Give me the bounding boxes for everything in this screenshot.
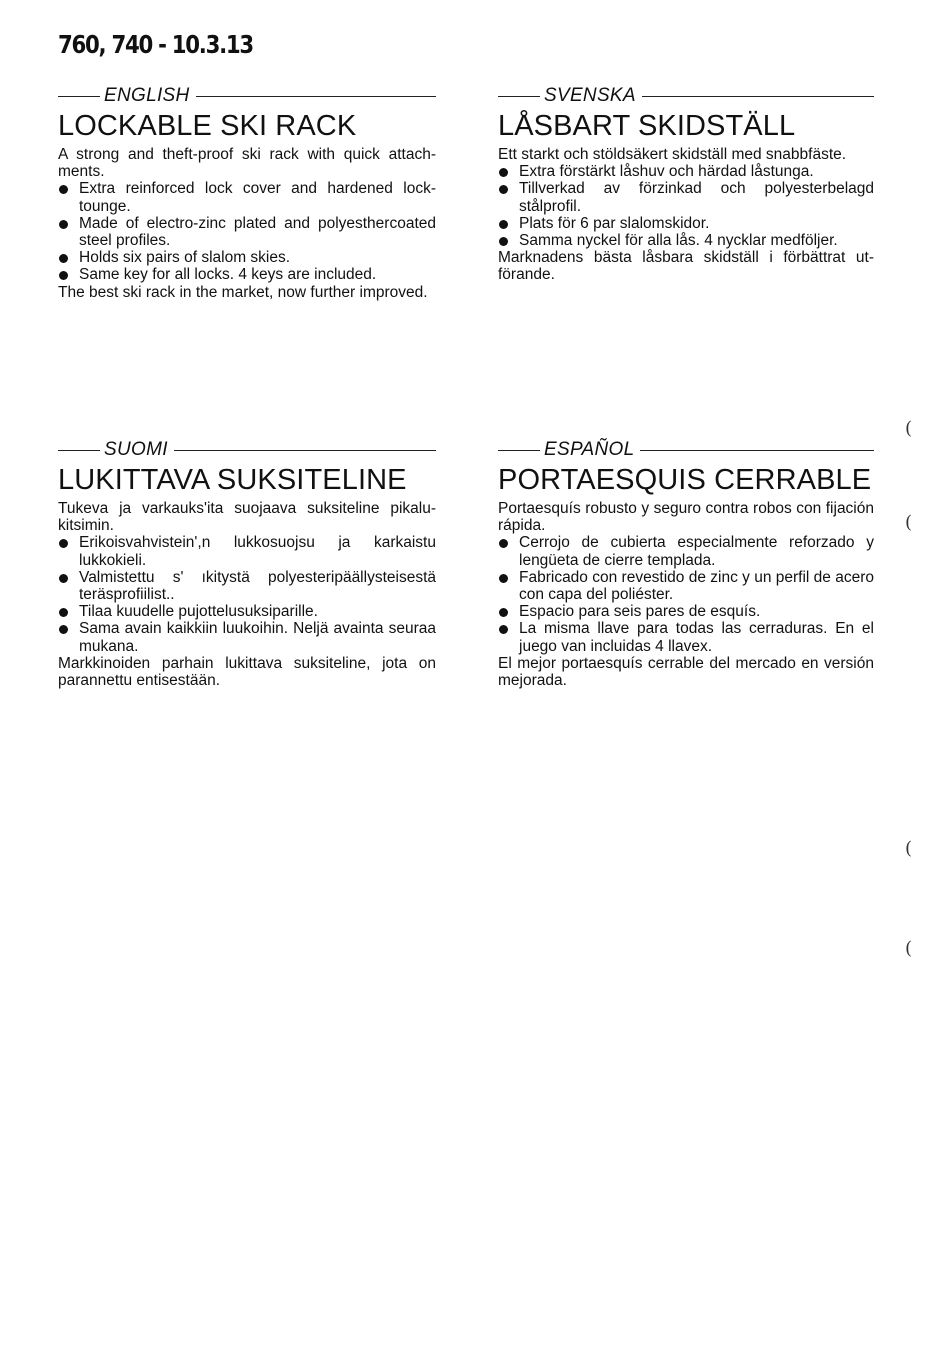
list-item: Made of electro-zinc plated and polyesthercoated steel profiles. <box>58 215 436 249</box>
list-item: Valmistettu s' ıkitystä polyesteripäällysteisestä teräsprofiilist.. <box>58 569 436 603</box>
list-item: Tillverkad av förzinkad och polyesterbelagd stålprofil. <box>498 180 874 214</box>
intro-text: Tukeva ja varkauks'ita suojaava suksiteline pikalukitsimin. <box>58 500 436 535</box>
rule-left <box>498 450 540 451</box>
section-title: LOCKABLE SKI RACK <box>58 110 357 142</box>
section-suomi <box>58 440 436 689</box>
rule-right <box>640 450 874 451</box>
language-label: ESPAÑOL <box>544 439 635 460</box>
list-item: Plats för 6 par slalomskidor. <box>498 215 874 232</box>
language-line <box>58 86 436 106</box>
bullet-icon <box>499 237 508 246</box>
language-label: SVENSKA <box>544 85 636 106</box>
feature-list <box>498 534 874 654</box>
page-code: 760, 740 - 10.3.13 <box>58 30 253 59</box>
list-item: Extra reinforced lock cover and hardened locktounge. <box>58 180 436 214</box>
list-item: Tilaa kuudelle pujottelusuksiparille. <box>58 603 436 620</box>
bullet-icon <box>59 185 68 194</box>
section-espanol <box>498 440 874 689</box>
bullet-icon <box>59 254 68 263</box>
outro-text: Marknadens bästa låsbara skidställ i förbättrat utförande. <box>498 249 874 284</box>
list-item: Fabricado con revestido de zinc y un perfil de acero con capa del poliéster. <box>498 569 874 603</box>
list-item: Cerrojo de cubierta especialmente reforzado y lengüeta de cierre templada. <box>498 534 874 568</box>
list-item: Extra förstärkt låshuv och härdad låstunga. <box>498 163 874 180</box>
margin-mark: ( <box>905 938 913 959</box>
list-item: Samma nyckel för alla lås. 4 nycklar medföljer. <box>498 232 874 249</box>
list-item: La misma llave para todas las cerraduras. En el juego van incluidas 4 llavex. <box>498 620 874 654</box>
bullet-icon <box>59 625 68 634</box>
section-title: LUKITTAVA SUKSITELINE <box>58 464 407 496</box>
outro-text: The best ski rack in the market, now further improved. <box>58 283 428 301</box>
language-label: SUOMI <box>104 439 168 460</box>
intro-text: A strong and theft-proof ski rack with quick attachments. <box>58 146 436 181</box>
bullet-icon <box>499 574 508 583</box>
language-line <box>498 440 874 460</box>
rule-left <box>498 96 540 97</box>
bullet-icon <box>59 608 68 617</box>
rule-right <box>196 96 436 97</box>
section-english <box>58 86 436 301</box>
bullet-icon <box>59 574 68 583</box>
bullet-icon <box>499 168 508 177</box>
rule-left <box>58 450 100 451</box>
bullet-icon <box>499 539 508 548</box>
list-item: Espacio para seis pares de esquís. <box>498 603 874 620</box>
bullet-icon <box>499 185 508 194</box>
language-label: ENGLISH <box>104 85 190 106</box>
bullet-icon <box>499 220 508 229</box>
feature-list <box>498 163 874 249</box>
bullet-icon <box>59 220 68 229</box>
margin-mark: ( <box>905 512 913 533</box>
feature-list <box>58 180 436 283</box>
margin-mark: ( <box>905 838 913 859</box>
section-title: LÅSBART SKIDSTÄLL <box>498 110 796 142</box>
bullet-icon <box>499 608 508 617</box>
section-title: PORTAESQUIS CERRABLE <box>498 464 872 496</box>
intro-text: Ett starkt och stöldsäkert skidställ med snabbfäste. <box>498 146 847 163</box>
list-item: Erikoisvahvistein',n lukkosuojsu ja karkaistu lukkokieli. <box>58 534 436 568</box>
rule-right <box>642 96 874 97</box>
outro-text: Markkinoiden parhain lukittava suksiteline, jota on parannettu entisestään. <box>58 654 436 690</box>
language-line <box>58 440 436 460</box>
margin-mark: ( <box>905 418 913 439</box>
rule-left <box>58 96 100 97</box>
intro-text: Portaesquís robusto y seguro contra robos con fijación rápida. <box>498 500 874 535</box>
outro-text: El mejor portaesquís cerrable del mercado en versión mejorada. <box>498 654 874 690</box>
bullet-icon <box>59 271 68 280</box>
bullet-icon <box>499 625 508 634</box>
language-line <box>498 86 874 106</box>
rule-right <box>174 450 436 451</box>
section-svenska <box>498 86 874 284</box>
list-item: Holds six pairs of slalom skies. <box>58 249 436 266</box>
bullet-icon <box>59 539 68 548</box>
list-item: Same key for all locks. 4 keys are included. <box>58 266 436 283</box>
list-item: Sama avain kaikkiin luukoihin. Neljä avainta seuraa mukana. <box>58 620 436 654</box>
feature-list <box>58 534 436 654</box>
